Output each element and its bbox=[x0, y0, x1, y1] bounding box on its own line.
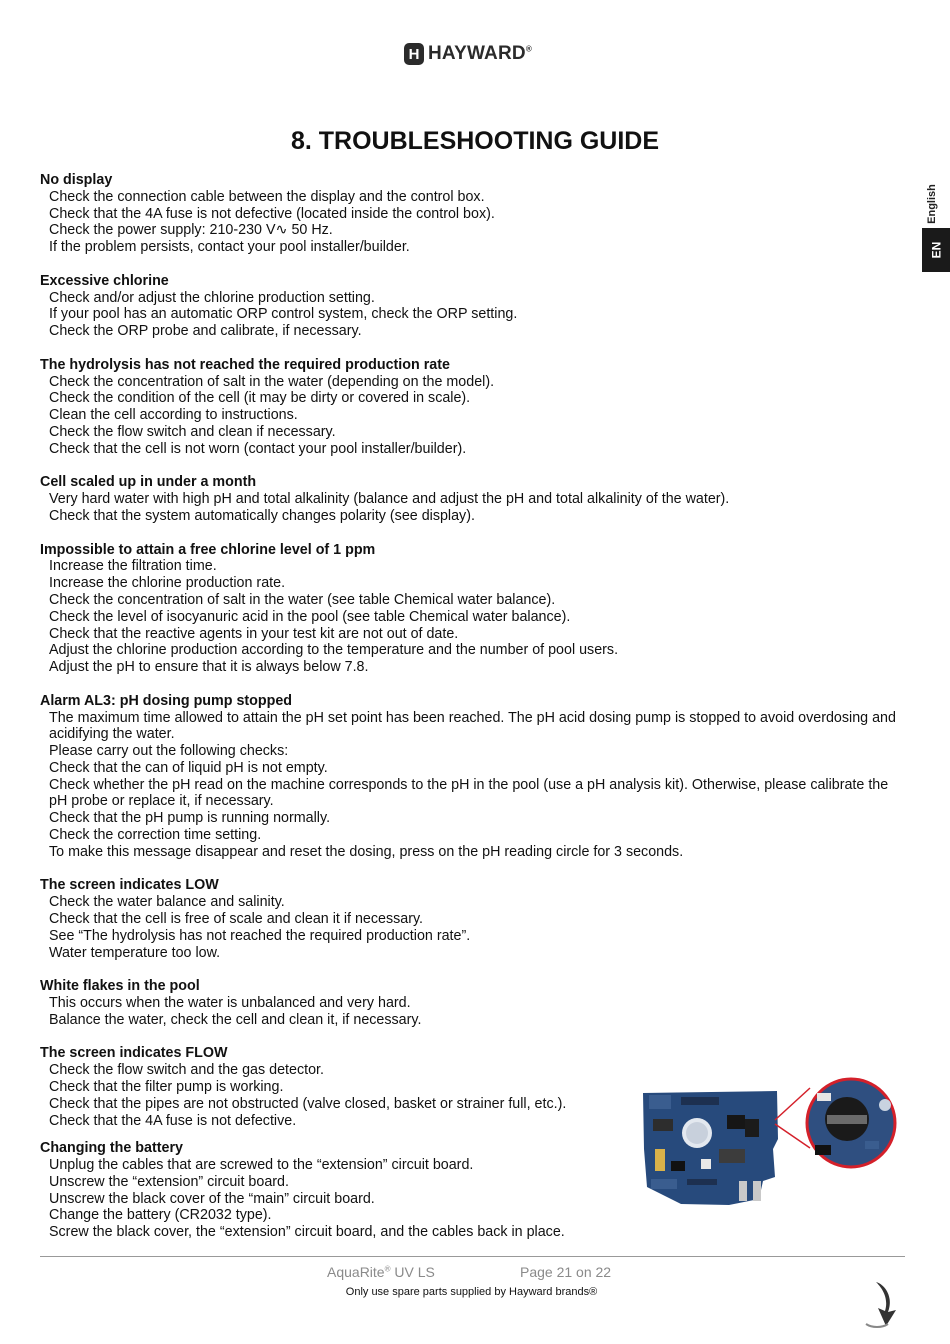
check-item: Check that the filter pump is working. bbox=[49, 1079, 284, 1096]
check-item: If the problem persists, contact your pool installer/builder. bbox=[49, 239, 410, 256]
check-item: Check that the system automatically changes polarity (see display). bbox=[49, 507, 475, 524]
check-item: Adjust the chlorine production according to the temperature and the number of pool users. bbox=[49, 642, 619, 659]
footer-divider bbox=[40, 1256, 905, 1257]
check-item: Check that the pH pump is running normally. bbox=[49, 810, 331, 827]
check-item: Check and/or adjust the chlorine production setting. bbox=[49, 289, 375, 306]
check-item: Balance the water, check the cell and clean it, if necessary. bbox=[49, 1011, 422, 1028]
troubleshooting-section bbox=[40, 693, 906, 861]
section-heading: Changing the battery bbox=[40, 1140, 183, 1157]
troubleshooting-section bbox=[40, 542, 906, 676]
troubleshooting-section bbox=[40, 273, 906, 340]
check-item: Clean the cell according to instructions. bbox=[49, 407, 298, 424]
troubleshooting-section bbox=[40, 474, 906, 524]
check-item: See “The hydrolysis has not reached the required production rate”. bbox=[49, 927, 471, 944]
troubleshooting-section bbox=[40, 877, 906, 961]
troubleshooting-section bbox=[40, 172, 906, 256]
check-item: Check that the cell is not worn (contact your pool installer/builder). bbox=[49, 440, 467, 457]
check-item: Unscrew the “extension” circuit board. bbox=[49, 1173, 289, 1190]
check-item: Check whether the pH read on the machine corresponds to the pH in the pool (use a pH analysis kit). Otherwise, please calibrate the pH probe or replace it, if necessary. bbox=[49, 776, 889, 810]
check-item: Check the ORP probe and calibrate, if necessary. bbox=[49, 323, 362, 340]
footer-note: Only use spare parts supplied by Hayward brands® bbox=[345, 1286, 598, 1298]
check-item: Adjust the pH to ensure that it is always below 7.8. bbox=[49, 659, 369, 676]
check-item: Check the connection cable between the display and the control box. bbox=[49, 188, 485, 205]
check-item: Check the flow switch and the gas detector. bbox=[49, 1062, 324, 1079]
check-item: Very hard water with high pH and total alkalinity (balance and adjust the pH and total alkalinity of the water). bbox=[49, 491, 730, 508]
hayward-logo-mark: H bbox=[404, 43, 424, 65]
page-turn-arrow-icon[interactable] bbox=[858, 1280, 908, 1330]
check-item: Change the battery (CR2032 type). bbox=[49, 1207, 272, 1224]
check-item: If your pool has an automatic ORP control system, check the ORP setting. bbox=[49, 306, 518, 323]
check-item: Screw the black cover, the “extension” circuit board, and the cables back in place. bbox=[49, 1224, 565, 1241]
check-item: Check the concentration of salt in the water (see table Chemical water balance). bbox=[49, 591, 556, 608]
footer-product-name: AquaRite® UV LS bbox=[327, 1264, 435, 1280]
page-title: 8. TROUBLESHOOTING GUIDE bbox=[290, 127, 660, 155]
check-item: Check the level of isocyanuric acid in the pool (see table Chemical water balance). bbox=[49, 608, 571, 625]
section-heading: White flakes in the pool bbox=[40, 978, 200, 995]
check-item: Check the power supply: 210-230 V∿ 50 Hz. bbox=[49, 222, 333, 239]
check-item: Check that the pipes are not obstructed (valve closed, basket or strainer full, etc.). bbox=[49, 1095, 567, 1112]
check-item: Check that the 4A fuse is not defective. bbox=[49, 1112, 297, 1129]
check-item: Please carry out the following checks: bbox=[49, 743, 289, 760]
troubleshooting-section bbox=[40, 357, 906, 458]
section-heading: No display bbox=[40, 172, 113, 188]
section-heading: Impossible to attain a free chlorine level of 1 ppm bbox=[40, 541, 376, 558]
check-item: Unplug the cables that are screwed to the “extension” circuit board. bbox=[49, 1157, 474, 1174]
section-heading: The screen indicates LOW bbox=[40, 877, 219, 894]
check-item: Check the water balance and salinity. bbox=[49, 894, 285, 911]
check-item: Check that the reactive agents in your test kit are not out of date. bbox=[49, 625, 459, 642]
section-heading: The hydrolysis has not reached the required production rate bbox=[40, 356, 450, 373]
check-item: Check that the can of liquid pH is not empty. bbox=[49, 759, 328, 776]
check-item: Check the correction time setting. bbox=[49, 827, 262, 844]
check-item: Check the condition of the cell (it may be dirty or covered in scale). bbox=[49, 390, 471, 407]
check-item: This occurs when the water is unbalanced and very hard. bbox=[49, 995, 411, 1012]
check-item: Check that the 4A fuse is not defective (located inside the control box). bbox=[49, 205, 495, 222]
check-item: Check the concentration of salt in the water (depending on the model). bbox=[49, 373, 495, 390]
check-item: Water temperature too low. bbox=[49, 944, 221, 961]
hayward-logo-text: HAYWARD® bbox=[428, 43, 532, 64]
check-item: Check that the cell is free of scale and clean it if necessary. bbox=[49, 911, 424, 928]
language-label: English bbox=[926, 184, 939, 224]
check-item: The maximum time allowed to attain the pH set point has been reached. The pH acid dosing pump is stopped to avoid overdosing and acidifying the water. bbox=[49, 709, 896, 743]
troubleshooting-section bbox=[40, 978, 906, 1028]
check-item: Check the flow switch and clean if necessary. bbox=[49, 423, 336, 440]
language-tab[interactable]: EN bbox=[922, 228, 950, 272]
section-heading: Cell scaled up in under a month bbox=[40, 474, 257, 491]
check-item: To make this message disappear and reset the dosing, press on the pH reading circle for 3 seconds. bbox=[49, 843, 684, 860]
section-heading: Alarm AL3: pH dosing pump stopped bbox=[40, 692, 293, 709]
hayward-logo bbox=[404, 42, 532, 66]
footer-page-number: Page 21 on 22 bbox=[520, 1264, 612, 1280]
section-heading: The screen indicates FLOW bbox=[40, 1045, 228, 1062]
section-heading: Excessive chlorine bbox=[40, 272, 169, 289]
circuit-board-image bbox=[641, 1089, 779, 1206]
check-item: Increase the filtration time. bbox=[49, 558, 217, 575]
check-item: Increase the chlorine production rate. bbox=[49, 575, 286, 592]
check-item: Unscrew the black cover of the “main” circuit board. bbox=[49, 1190, 375, 1207]
battery-zoom-image bbox=[805, 1075, 897, 1171]
